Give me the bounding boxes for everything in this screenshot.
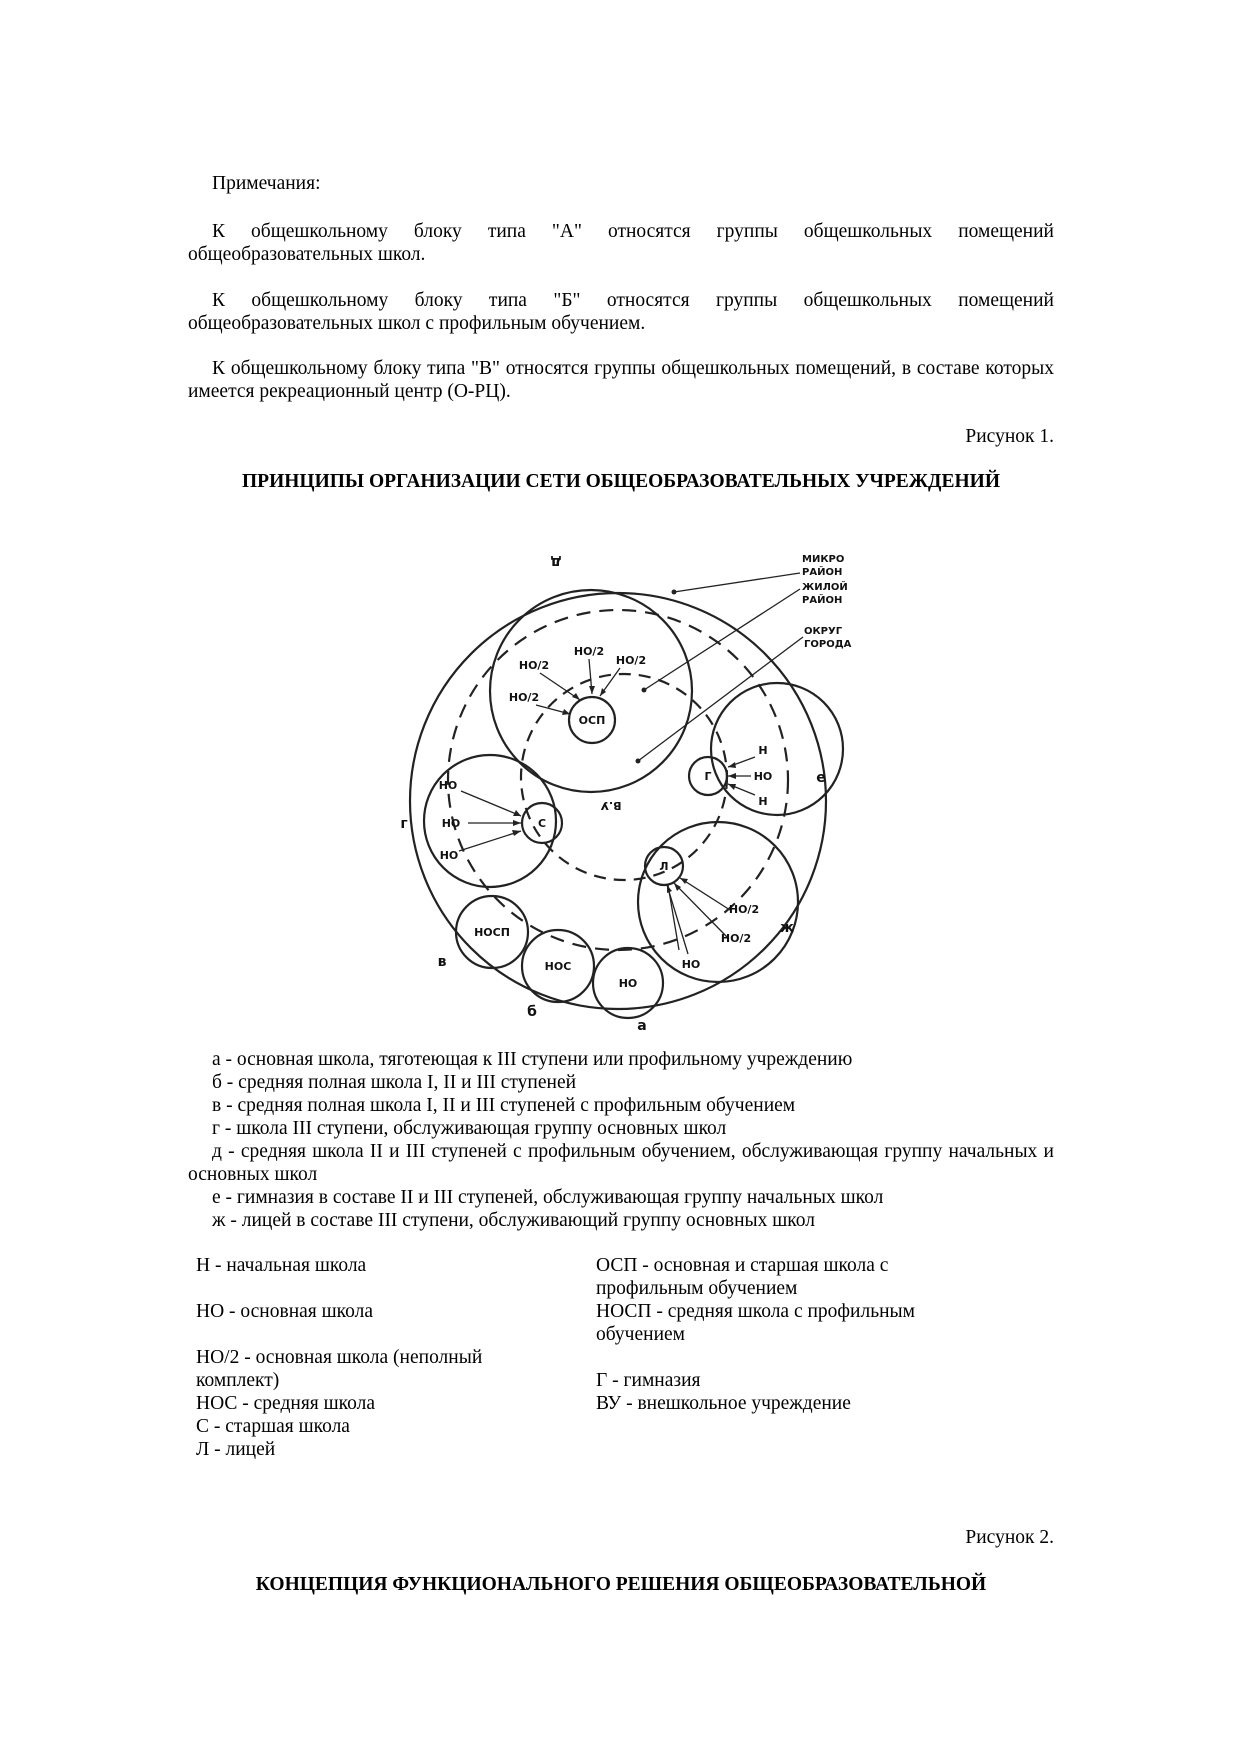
figure1-caption: Рисунок 1. bbox=[965, 426, 1054, 447]
callout-raion-2: РАЙОН bbox=[802, 595, 843, 606]
abbr-l: Л - лицей bbox=[196, 1439, 276, 1460]
node-no-label: НО bbox=[618, 977, 638, 990]
label-e-top: Н bbox=[758, 744, 768, 757]
callout-okrug: ОКРУГ bbox=[804, 626, 843, 637]
label-zh-1: НО/2 bbox=[728, 903, 760, 916]
callout-raion-1: РАЙОН bbox=[802, 567, 843, 578]
callout-goroda: ГОРОДА bbox=[804, 639, 852, 650]
label-d-right: НО/2 bbox=[615, 654, 647, 667]
zone-letter-v: в bbox=[437, 954, 447, 970]
abbreviations-left bbox=[196, 1254, 516, 1461]
inner-dashed-circle bbox=[521, 674, 727, 880]
label-g-mid: НО bbox=[441, 817, 461, 830]
label-zh-3: НО bbox=[681, 958, 701, 971]
abbr-s: С - старшая школа bbox=[196, 1416, 350, 1437]
figure1-title: ПРИНЦИПЫ ОРГАНИЗАЦИИ СЕТИ ОБЩЕОБРАЗОВАТЕЛЬНЫХ УЧРЕЖДЕНИЙ bbox=[242, 471, 1000, 492]
network-diagram-svg bbox=[400, 548, 876, 1034]
note-item-v: К общешкольному блоку типа "В" относятся группы общешкольных помещений, в составе которых имеется рекреационный центр (О-РЦ). bbox=[188, 358, 1054, 402]
node-s-label: С bbox=[537, 817, 547, 830]
label-d-top: НО/2 bbox=[573, 645, 605, 658]
node-osp-label: ОСП bbox=[578, 714, 606, 727]
label-zh-2: НО/2 bbox=[720, 932, 752, 945]
legend-item-zh: ж - лицей в составе III ступени, обслуживающий группу основных школ bbox=[212, 1210, 815, 1231]
legend-item-g: г - школа III ступени, обслуживающая группу основных школ bbox=[212, 1118, 727, 1139]
figure1-diagram bbox=[400, 548, 876, 1038]
label-g-top: НО bbox=[438, 779, 458, 792]
legend-item-v: в - средняя полная школа I, II и III ступеней с профильным обучением bbox=[212, 1095, 796, 1116]
note-item-a: К общешкольному блоку типа "А" относятся группы общешкольных помещений общеобразовательных школ. bbox=[188, 221, 1054, 265]
label-e-bot: Н bbox=[758, 795, 768, 808]
label-d-left: НО/2 bbox=[518, 659, 550, 672]
abbr-g: Г - гимназия bbox=[596, 1370, 701, 1391]
legend-item-a: а - основная школа, тяготеющая к III ступени или профильному учреждению bbox=[212, 1049, 853, 1070]
zone-letter-d: д bbox=[550, 554, 562, 570]
zone-letter-zh: ж bbox=[780, 920, 794, 936]
figure2-caption: Рисунок 2. bbox=[965, 1527, 1054, 1548]
note-item-b: К общешкольному блоку типа "Б" относятся группы общешкольных помещений общеобразовательных школ с профильным обучением. bbox=[188, 290, 1054, 334]
abbreviations-right bbox=[596, 1254, 956, 1415]
figure1-legend bbox=[188, 1048, 1054, 1232]
abbr-nos: НОС - средняя школа bbox=[196, 1393, 376, 1414]
legend-item-d: д - средняя школа II и III ступеней с профильным обучением, обслуживающая группу начальных и основных школ bbox=[188, 1141, 1054, 1185]
abbr-no: НО - основная школа bbox=[196, 1301, 374, 1322]
node-vu-label: В.У bbox=[600, 799, 622, 812]
abbr-osp: ОСП - основная и старшая школа с профильным обучением bbox=[596, 1255, 889, 1299]
zone-letter-g: г bbox=[400, 816, 408, 832]
label-e-mid: НО bbox=[753, 770, 773, 783]
zone-letter-b: б bbox=[527, 1004, 537, 1020]
figure2-title: КОНЦЕПЦИЯ ФУНКЦИОНАЛЬНОГО РЕШЕНИЯ ОБЩЕОБРАЗОВАТЕЛЬНОЙ bbox=[255, 1574, 987, 1595]
abbr-no2: НО/2 - основная школа (неполный комплект) bbox=[196, 1347, 483, 1391]
node-l-label: Л bbox=[659, 860, 669, 873]
abbr-n: Н - начальная школа bbox=[196, 1255, 367, 1276]
abbr-nosp: НОСП - средняя школа с профильным обучением bbox=[596, 1301, 915, 1345]
label-g-bot: НО bbox=[439, 849, 459, 862]
notes-heading: Примечания: bbox=[212, 173, 321, 194]
callout-mikro: МИКРО bbox=[802, 554, 845, 565]
label-d-lower: НО/2 bbox=[508, 691, 540, 704]
node-nos-label: НОС bbox=[544, 960, 572, 973]
node-nosp-label: НОСП bbox=[474, 926, 510, 939]
zone-e-circle bbox=[711, 683, 843, 815]
node-g-label: Г bbox=[704, 770, 712, 783]
legend-item-e: е - гимназия в составе II и III ступеней, обслуживающая группу начальных школ bbox=[212, 1187, 884, 1208]
callout-zhiloi: ЖИЛОЙ bbox=[802, 582, 848, 593]
legend-item-b: б - средняя полная школа I, II и III ступеней bbox=[212, 1072, 577, 1093]
zone-letter-a: а bbox=[637, 1018, 647, 1034]
abbr-vu: ВУ - внешкольное учреждение bbox=[596, 1393, 851, 1414]
zone-letter-e: е bbox=[816, 770, 826, 786]
